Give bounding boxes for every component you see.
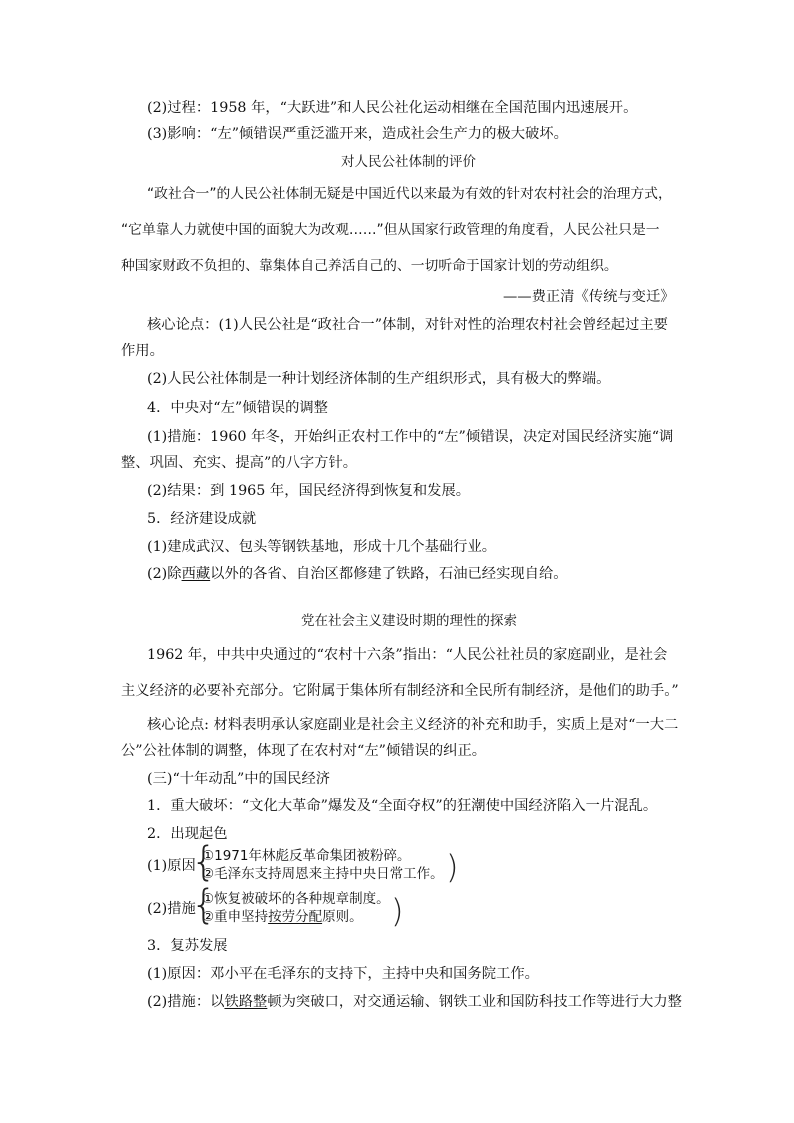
quote-line: 种国家财政不负担的、靠集体自己养活自己的、一切听命于国家计划的劳动组织。 <box>121 258 618 274</box>
brace-label: (1)原因 <box>147 858 196 874</box>
text-fragment: ②重申坚持 <box>202 909 269 925</box>
text-line: 1962 年，中共中央通过的“农村十六条”指出：“人民公社社员的家庭副业，是社会 <box>147 647 668 663</box>
subsection-title: (三)“十年动乱”中的国民经济 <box>147 771 331 787</box>
quote-attribution: ——费正清《传统与变迁》 <box>503 289 675 305</box>
right-paren-icon: ) <box>446 848 459 886</box>
text-fragment: (2)措施：以 <box>147 994 225 1010</box>
left-brace-icon: { <box>191 839 217 885</box>
section-heading: 对人民公社体制的评价 <box>341 154 476 170</box>
text-line <box>147 993 682 1011</box>
right-paren-icon: ) <box>391 892 404 930</box>
brace-item: ①恢复被破坏的各种规章制度。 <box>202 891 390 907</box>
underlined-term: 按劳分配 <box>268 909 323 925</box>
text-line: 作用。 <box>121 343 164 359</box>
text-line: 1．重大破坏：“文化大革命”爆发及“全面夺权”的狂潮使中国经济陷入一片混乱。 <box>147 798 658 814</box>
underlined-term: 铁路整 <box>224 994 268 1010</box>
text-line: 整、巩固、充实、提高”的八字方针。 <box>121 455 358 471</box>
text-line <box>147 565 568 583</box>
brace-item: ②毛泽东支持周恩来主持中央日常工作。 <box>202 866 444 882</box>
left-brace-icon: { <box>191 882 217 928</box>
quote-line: “政社合一”的人民公社体制无疑是中国近代以来最为有效的针对农村社会的治理方式， <box>147 186 672 202</box>
text-line: (3)影响：“左”倾错误严重泛滥开来，造成社会生产力的极大破坏。 <box>147 126 568 142</box>
brace-label: (2)措施 <box>147 901 196 917</box>
text-line: (2)结果：到 1965 年，国民经济得到恢复和发展。 <box>147 483 471 499</box>
text-fragment: (2)除 <box>147 566 182 582</box>
text-line: 核心论点: 材料表明承认家庭副业是社会主义经济的补充和助手，实质上是对“一大二 <box>147 717 679 733</box>
subsection-title: 5．经济建设成就 <box>147 511 257 527</box>
brace-item <box>202 908 363 926</box>
text-line: 主义经济的必要补充部分。它附属于集体所有制经济和全民所有制经济，是他们的助手。” <box>121 683 679 699</box>
text-line: (1)建成武汉、包头等钢铁基地，形成十几个基础行业。 <box>147 539 497 555</box>
underlined-term: 西藏 <box>181 566 211 582</box>
subsection-title: 3．复苏发展 <box>147 938 228 954</box>
text-line: 公”公社体制的调整，体现了在农村对“左”倾错误的纠正。 <box>121 743 487 759</box>
text-line: (2)过程：1958 年，“大跃进”和人民公社化运动相继在全国范围内迅速展开。 <box>147 100 638 116</box>
text-fragment: 原则。 <box>322 909 363 925</box>
text-line: (1)措施：1960 年冬，开始纠正农村工作中的“左”倾错误，决定对国民经济实施“调 <box>147 429 674 445</box>
text-fragment: 以外的各省、自治区都修建了铁路，石油已经实现自给。 <box>210 566 568 582</box>
subsection-title: 4．中央对“左”倾错误的调整 <box>147 400 328 416</box>
text-line: (1)原因：邓小平在毛泽东的支持下，主持中央和国务院工作。 <box>147 966 539 982</box>
section-heading: 党在社会主义建设时期的理性的探索 <box>301 613 517 629</box>
subsection-title: 2．出现起色 <box>147 826 228 842</box>
text-fragment: 顿为突破口，对交通运输、钢铁工业和国防科技工作等进行大力整 <box>267 994 682 1010</box>
text-line: 核心论点：(1)人民公社是“政社合一”体制，对针对性的治理农村社会曾经起过主要 <box>147 317 668 333</box>
text-line: (2)人民公社体制是一种计划经济体制的生产组织形式，具有极大的弊端。 <box>147 371 611 387</box>
brace-item: ①1971年林彪反革命集团被粉碎。 <box>202 848 411 864</box>
quote-line: “它单靠人力就使中国的面貌大为改观……”但从国家行政管理的角度看，人民公社只是一 <box>121 222 660 238</box>
